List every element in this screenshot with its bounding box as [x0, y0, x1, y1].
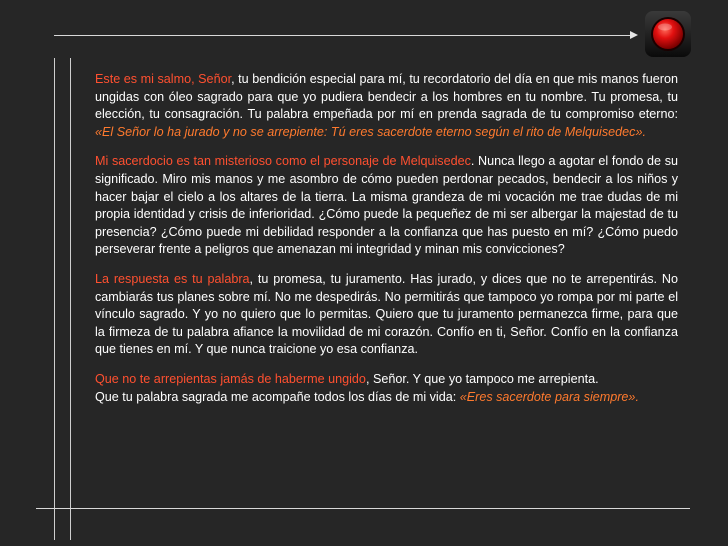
- paragraph-1-text: , tu bendición especial para mí, tu recordatorio del día en que mis manos fueron ungidas con óleo sagrado para que yo pudiera bendecir a los hombres en tu nombre. Tu promesa, tu elección, tu consagración. Tu palabra empeñada por mí en prenda sagrada de tu compromiso eterno:: [95, 72, 678, 122]
- paragraph-2-highlight: Mi sacerdocio es tan misterioso como el personaje de Melquisedec: [95, 154, 471, 169]
- paragraph-2-text: . Nunca llego a agotar el fondo de su significado. Miro mis manos y me asombro de cómo pueden perdonar pecados, bendecir a los niños y hacer bajar el cielo a los altares de la tierra. La misma grandeza de mi vocación me trae dudas de mi propia identidad y crisis de inferioridad. ¿Cómo puede la pequeñez de mi ser albergar la majestad de tu presencia? ¿Cómo puede mi debilidad responder a la confianza que has puesto en mí? ¿Cómo puedo perseverar frente a peligros que amenazan mi integridad y minan mis convicciones?: [95, 154, 678, 257]
- arrowhead-right-icon: [630, 31, 638, 39]
- text-content: [95, 71, 678, 418]
- left-vertical-line-inner: [70, 58, 71, 540]
- red-circle-button-icon: [644, 10, 692, 58]
- paragraph-3-text: , tu promesa, tu juramento. Has jurado, y dices que no te arrepentirás. No cambiarás tus planes sobre mí. No me despedirás. No permitirás que tampoco yo rompa por mi parte el vínculo sagrado. Y yo no quiero que lo permitas. Quiero que tu juramento permanezca firme, para que la firmeza de tu palabra afiance la movilidad de mi corazón. Confío en ti, Señor. Confío en la confianza que tienes en mí. Y que nunca traicione yo esa confianza.: [95, 271, 678, 357]
- paragraph-1-quote: «El Señor lo ha jurado y no se arrepiente: Tú eres sacerdote eterno según el rito de Melquisedec».: [95, 124, 646, 139]
- paragraph-4-text: , Señor. Y que yo tampoco me arrepienta.: [365, 371, 599, 386]
- paragraph-4: [95, 371, 678, 406]
- paragraph-4-quote: «Eres sacerdote para siempre».: [459, 389, 639, 404]
- bottom-rule: [36, 508, 690, 509]
- paragraph-3: [95, 271, 678, 359]
- paragraph-1: [95, 71, 678, 141]
- paragraph-2: [95, 153, 678, 259]
- paragraph-4-text-2: Que tu palabra sagrada me acompañe todos los días de mi vida:: [95, 389, 460, 404]
- paragraph-3-highlight: La respuesta es tu palabra: [95, 271, 250, 286]
- paragraph-1-highlight: Este es mi salmo, Señor: [95, 72, 232, 86]
- left-vertical-line: [54, 58, 55, 540]
- top-rule: [54, 35, 634, 36]
- paragraph-4-highlight: Que no te arrepientas jamás de haberme ungido: [95, 371, 366, 386]
